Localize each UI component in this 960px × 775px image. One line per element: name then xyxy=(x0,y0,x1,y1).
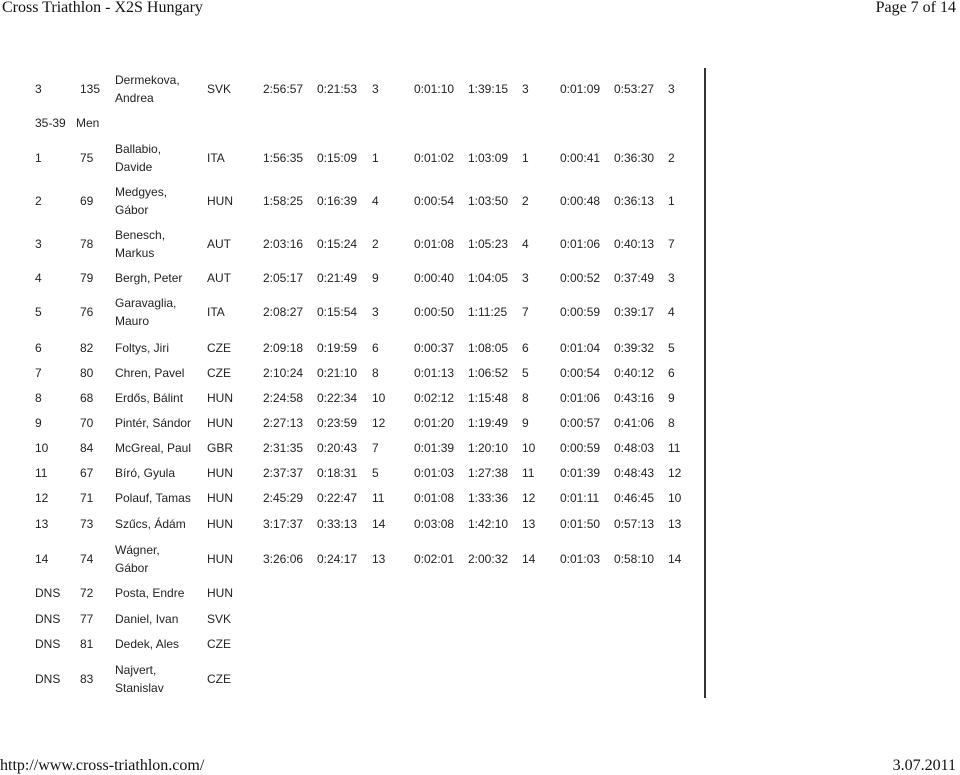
split-3-cell: 1:11:25 xyxy=(468,305,508,319)
rank-cell: 12 xyxy=(35,491,49,505)
total-time-cell: 2:03:16 xyxy=(263,237,304,251)
split-4-cell: 0:01:11 xyxy=(560,491,600,505)
name-line: Erdős, Bálint xyxy=(115,391,184,405)
split-5-place-cell: 9 xyxy=(668,391,675,405)
total-time-cell: 2:37:37 xyxy=(263,466,304,480)
split-5-place-cell: 5 xyxy=(668,341,675,355)
name-line: Medgyes, xyxy=(115,185,168,199)
total-time-cell: 2:24:58 xyxy=(263,391,304,405)
name-line: Chren, Pavel xyxy=(115,366,185,380)
split-5-cell: 0:40:13 xyxy=(614,237,655,251)
name-line: Mauro xyxy=(115,314,150,328)
name-line: Benesch, xyxy=(115,228,166,242)
split-1-cell: 0:16:39 xyxy=(317,194,358,208)
split-1-cell: 0:15:09 xyxy=(317,151,358,165)
split-4-cell: 0:01:06 xyxy=(560,237,601,251)
name-line: Andrea xyxy=(115,91,154,105)
category-sex: Men xyxy=(76,116,100,130)
nationality-cell: ITA xyxy=(207,151,225,165)
name-line: Bergh, Peter xyxy=(115,271,183,285)
split-3-cell: 1:27:38 xyxy=(468,466,509,480)
split-1-place-cell: 10 xyxy=(372,391,386,405)
split-3-place-cell: 7 xyxy=(522,305,529,319)
split-1-place-cell: 13 xyxy=(372,552,386,566)
split-4-cell: 0:01:39 xyxy=(560,466,601,480)
name-cell xyxy=(115,339,169,357)
split-3-cell: 1:03:09 xyxy=(468,151,509,165)
bib-cell: 76 xyxy=(80,305,94,319)
name-line: Garavaglia, xyxy=(115,296,177,310)
document-title: Cross Triathlon - X2S Hungary xyxy=(2,0,203,16)
split-5-cell: 0:43:16 xyxy=(614,391,655,405)
split-2-cell: 0:00:40 xyxy=(414,271,455,285)
split-1-cell: 0:15:24 xyxy=(317,237,358,251)
rank-cell: 10 xyxy=(35,441,49,455)
bib-cell: 84 xyxy=(80,441,94,455)
name-line: Gábor xyxy=(115,203,149,217)
split-5-cell: 0:48:43 xyxy=(614,466,655,480)
name-line: Polauf, Tamas xyxy=(115,491,191,505)
bib-cell: 77 xyxy=(80,612,94,626)
split-5-place-cell: 2 xyxy=(668,151,675,165)
bib-cell: 83 xyxy=(80,672,94,686)
split-5-cell: 0:46:45 xyxy=(614,491,655,505)
name-cell xyxy=(115,140,161,176)
split-1-place-cell: 4 xyxy=(372,194,379,208)
page-header xyxy=(0,0,960,18)
split-2-cell: 0:01:39 xyxy=(414,441,455,455)
split-3-cell: 1:33:36 xyxy=(468,491,509,505)
total-time-cell: 1:58:25 xyxy=(263,194,304,208)
total-time-cell: 2:45:29 xyxy=(263,491,304,505)
name-cell xyxy=(115,294,176,330)
name-line: Davide xyxy=(115,160,153,174)
split-3-place-cell: 1 xyxy=(522,151,529,165)
split-1-place-cell: 7 xyxy=(372,441,379,455)
bib-cell: 135 xyxy=(80,82,101,96)
rank-cell: 3 xyxy=(35,82,42,96)
split-5-cell: 0:36:13 xyxy=(614,194,655,208)
rank-cell: 14 xyxy=(35,552,49,566)
total-time-cell: 2:27:13 xyxy=(263,416,304,430)
name-cell xyxy=(115,439,191,457)
split-5-place-cell: 8 xyxy=(668,416,675,430)
split-4-cell: 0:00:54 xyxy=(560,366,601,380)
split-5-cell: 0:41:06 xyxy=(614,416,655,430)
split-3-cell: 1:42:10 xyxy=(468,517,509,531)
split-1-place-cell: 11 xyxy=(372,491,385,505)
split-5-place-cell: 3 xyxy=(668,82,675,96)
split-1-cell: 0:33:13 xyxy=(317,517,358,531)
rank-cell: 11 xyxy=(35,466,48,480)
bib-cell: 75 xyxy=(80,151,94,165)
name-line: Daniel, Ivan xyxy=(115,612,179,626)
split-5-place-cell: 10 xyxy=(668,491,682,505)
name-cell xyxy=(115,389,183,407)
nationality-cell: AUT xyxy=(207,271,231,285)
bib-cell: 82 xyxy=(80,341,94,355)
split-2-cell: 0:01:13 xyxy=(414,366,455,380)
split-1-cell: 0:22:47 xyxy=(317,491,358,505)
rank-cell: 8 xyxy=(35,391,42,405)
name-line: Posta, Endre xyxy=(115,586,185,600)
name-cell xyxy=(115,661,164,697)
name-cell xyxy=(115,183,167,219)
total-time-cell: 2:08:27 xyxy=(263,305,304,319)
rank-cell: 13 xyxy=(35,517,49,531)
name-cell xyxy=(115,364,184,382)
split-1-cell: 0:22:34 xyxy=(317,391,358,405)
nationality-cell: GBR xyxy=(207,441,234,455)
split-5-place-cell: 13 xyxy=(668,517,682,531)
total-time-cell: 2:56:57 xyxy=(263,82,304,96)
name-line: Szűcs, Ádám xyxy=(115,517,186,531)
nationality-cell: CZE xyxy=(207,637,231,651)
nationality-cell: ITA xyxy=(207,305,225,319)
split-4-cell: 0:00:41 xyxy=(560,151,601,165)
bib-cell: 71 xyxy=(80,491,94,505)
name-cell xyxy=(115,610,178,628)
name-cell xyxy=(115,269,182,287)
total-time-cell: 2:05:17 xyxy=(263,271,304,285)
split-3-place-cell: 9 xyxy=(522,416,529,430)
bib-cell: 74 xyxy=(80,552,94,566)
page-number: Page 7 of 14 xyxy=(875,0,956,16)
split-5-place-cell: 6 xyxy=(668,366,675,380)
bib-cell: 67 xyxy=(80,466,94,480)
bib-cell: 72 xyxy=(80,586,94,600)
footer-date: 3.07.2011 xyxy=(892,757,956,774)
split-1-cell: 0:21:49 xyxy=(317,271,358,285)
split-3-cell: 1:05:23 xyxy=(468,237,509,251)
split-4-cell: 0:01:50 xyxy=(560,517,601,531)
bib-cell: 79 xyxy=(80,271,94,285)
split-5-cell: 0:57:13 xyxy=(614,517,655,531)
split-1-place-cell: 2 xyxy=(372,237,379,251)
split-5-cell: 0:58:10 xyxy=(614,552,655,566)
name-line: Ballabio, xyxy=(115,142,162,156)
rank-cell: DNS xyxy=(35,637,61,651)
name-line: Dermekova, xyxy=(115,73,180,87)
split-2-cell: 0:02:01 xyxy=(414,552,455,566)
split-5-place-cell: 12 xyxy=(668,466,682,480)
split-1-cell: 0:18:31 xyxy=(317,466,358,480)
rank-cell: DNS xyxy=(35,586,61,600)
split-1-cell: 0:15:54 xyxy=(317,305,358,319)
split-3-cell: 1:19:49 xyxy=(468,416,509,430)
nationality-cell: AUT xyxy=(207,237,231,251)
nationality-cell: CZE xyxy=(207,341,231,355)
split-3-cell: 1:04:05 xyxy=(468,271,509,285)
split-4-cell: 0:01:09 xyxy=(560,82,601,96)
split-5-place-cell: 7 xyxy=(668,237,675,251)
split-3-cell: 1:03:50 xyxy=(468,194,509,208)
bib-cell: 69 xyxy=(80,194,94,208)
rank-cell: 3 xyxy=(35,237,42,251)
name-line: Bíró, Gyula xyxy=(115,466,176,480)
bib-cell: 80 xyxy=(80,366,94,380)
split-1-place-cell: 5 xyxy=(372,466,379,480)
rank-cell: DNS xyxy=(35,672,61,686)
total-time-cell: 2:09:18 xyxy=(263,341,304,355)
split-1-place-cell: 3 xyxy=(372,82,379,96)
split-1-cell: 0:19:59 xyxy=(317,341,358,355)
nationality-cell: SVK xyxy=(207,82,232,96)
split-1-place-cell: 3 xyxy=(372,305,379,319)
total-time-cell: 2:31:35 xyxy=(263,441,304,455)
total-time-cell: 3:17:37 xyxy=(263,517,304,531)
split-1-cell: 0:20:43 xyxy=(317,441,358,455)
split-3-place-cell: 10 xyxy=(522,441,536,455)
bib-cell: 68 xyxy=(80,391,94,405)
split-1-place-cell: 12 xyxy=(372,416,386,430)
name-cell xyxy=(115,584,184,602)
split-3-place-cell: 3 xyxy=(522,82,529,96)
name-cell xyxy=(115,414,191,432)
split-3-place-cell: 4 xyxy=(522,237,529,251)
split-3-place-cell: 5 xyxy=(522,366,529,380)
split-2-cell: 0:02:12 xyxy=(414,391,455,405)
nationality-cell: HUN xyxy=(207,552,233,566)
split-1-place-cell: 9 xyxy=(372,271,379,285)
split-2-cell: 0:00:50 xyxy=(414,305,455,319)
nationality-cell: HUN xyxy=(207,416,233,430)
bib-cell: 78 xyxy=(80,237,94,251)
split-2-cell: 0:00:54 xyxy=(414,194,455,208)
split-4-cell: 0:01:04 xyxy=(560,341,601,355)
nationality-cell: HUN xyxy=(207,586,233,600)
split-5-place-cell: 4 xyxy=(668,305,675,319)
name-line: Markus xyxy=(115,246,155,260)
split-2-cell: 0:00:37 xyxy=(414,341,455,355)
page-footer xyxy=(0,757,960,774)
split-4-cell: 0:00:52 xyxy=(560,271,601,285)
nationality-cell: CZE xyxy=(207,366,231,380)
split-2-cell: 0:01:08 xyxy=(414,237,455,251)
split-4-cell: 0:01:03 xyxy=(560,552,601,566)
nationality-cell: CZE xyxy=(207,672,231,686)
name-cell xyxy=(115,71,180,107)
split-5-place-cell: 11 xyxy=(668,441,681,455)
split-1-cell: 0:23:59 xyxy=(317,416,358,430)
name-cell xyxy=(115,635,179,653)
split-3-cell: 1:08:05 xyxy=(468,341,509,355)
name-line: Pintér, Sándor xyxy=(115,416,192,430)
split-3-cell: 1:15:48 xyxy=(468,391,509,405)
name-cell xyxy=(115,464,175,482)
total-time-cell: 3:26:06 xyxy=(263,552,304,566)
split-3-cell: 2:00:32 xyxy=(468,552,509,566)
name-line: Gábor xyxy=(115,561,149,575)
split-3-place-cell: 14 xyxy=(522,552,536,566)
nationality-cell: HUN xyxy=(207,391,233,405)
split-4-cell: 0:00:57 xyxy=(560,416,601,430)
rank-cell: 1 xyxy=(35,151,42,165)
rank-cell: 2 xyxy=(35,194,42,208)
nationality-cell: SVK xyxy=(207,612,232,626)
split-1-place-cell: 8 xyxy=(372,366,379,380)
nationality-cell: HUN xyxy=(207,194,233,208)
split-3-place-cell: 11 xyxy=(522,466,535,480)
split-3-place-cell: 12 xyxy=(522,491,536,505)
split-2-cell: 0:01:02 xyxy=(414,151,455,165)
table-right-border xyxy=(704,68,706,698)
split-3-cell: 1:39:15 xyxy=(468,82,509,96)
split-4-cell: 0:00:59 xyxy=(560,441,601,455)
name-cell xyxy=(115,226,165,262)
name-line: McGreal, Paul xyxy=(115,441,192,455)
split-5-cell: 0:40:12 xyxy=(614,366,655,380)
split-5-cell: 0:39:32 xyxy=(614,341,655,355)
rank-cell: 4 xyxy=(35,271,42,285)
split-2-cell: 0:03:08 xyxy=(414,517,455,531)
name-line: Stanislav xyxy=(115,681,164,695)
name-cell xyxy=(115,541,160,577)
split-3-place-cell: 2 xyxy=(522,194,529,208)
split-5-place-cell: 3 xyxy=(668,271,675,285)
split-5-place-cell: 1 xyxy=(668,194,675,208)
split-4-cell: 0:01:06 xyxy=(560,391,601,405)
split-2-cell: 0:01:08 xyxy=(414,491,455,505)
rank-cell: 7 xyxy=(35,366,42,380)
bib-cell: 73 xyxy=(80,517,94,531)
name-cell xyxy=(115,515,186,533)
split-1-place-cell: 14 xyxy=(372,517,386,531)
bib-cell: 70 xyxy=(80,416,94,430)
split-3-cell: 1:20:10 xyxy=(468,441,509,455)
split-1-place-cell: 6 xyxy=(372,341,379,355)
rank-cell: 5 xyxy=(35,305,42,319)
name-line: Wágner, xyxy=(115,543,160,557)
split-2-cell: 0:01:03 xyxy=(414,466,455,480)
name-line: Dedek, Ales xyxy=(115,637,180,651)
split-4-cell: 0:00:48 xyxy=(560,194,601,208)
split-3-place-cell: 6 xyxy=(522,341,529,355)
split-5-cell: 0:36:30 xyxy=(614,151,655,165)
split-2-cell: 0:01:20 xyxy=(414,416,455,430)
name-line: Najvert, xyxy=(115,663,157,677)
split-5-cell: 0:48:03 xyxy=(614,441,655,455)
bib-cell: 81 xyxy=(80,637,94,651)
rank-cell: DNS xyxy=(35,612,61,626)
split-5-cell: 0:37:49 xyxy=(614,271,655,285)
split-4-cell: 0:00:59 xyxy=(560,305,601,319)
split-3-cell: 1:06:52 xyxy=(468,366,509,380)
rank-cell: 6 xyxy=(35,341,42,355)
name-cell xyxy=(115,489,191,507)
split-5-place-cell: 14 xyxy=(668,552,682,566)
split-1-cell: 0:21:10 xyxy=(317,366,358,380)
split-5-cell: 0:39:17 xyxy=(614,305,655,319)
footer-url: http://www.cross-triathlon.com/ xyxy=(0,757,205,774)
split-1-cell: 0:24:17 xyxy=(317,552,358,566)
split-1-cell: 0:21:53 xyxy=(317,82,358,96)
split-3-place-cell: 13 xyxy=(522,517,536,531)
nationality-cell: HUN xyxy=(207,466,233,480)
category-age-group: 35-39 xyxy=(35,116,66,130)
total-time-cell: 1:56:35 xyxy=(263,151,304,165)
name-line: Foltys, Jiri xyxy=(115,341,169,355)
split-1-place-cell: 1 xyxy=(372,151,379,165)
total-time-cell: 2:10:24 xyxy=(263,366,304,380)
split-3-place-cell: 8 xyxy=(522,391,529,405)
rank-cell: 9 xyxy=(35,416,42,430)
split-3-place-cell: 3 xyxy=(522,271,529,285)
split-5-cell: 0:53:27 xyxy=(614,82,655,96)
nationality-cell: HUN xyxy=(207,491,233,505)
split-2-cell: 0:01:10 xyxy=(414,82,455,96)
nationality-cell: HUN xyxy=(207,517,233,531)
